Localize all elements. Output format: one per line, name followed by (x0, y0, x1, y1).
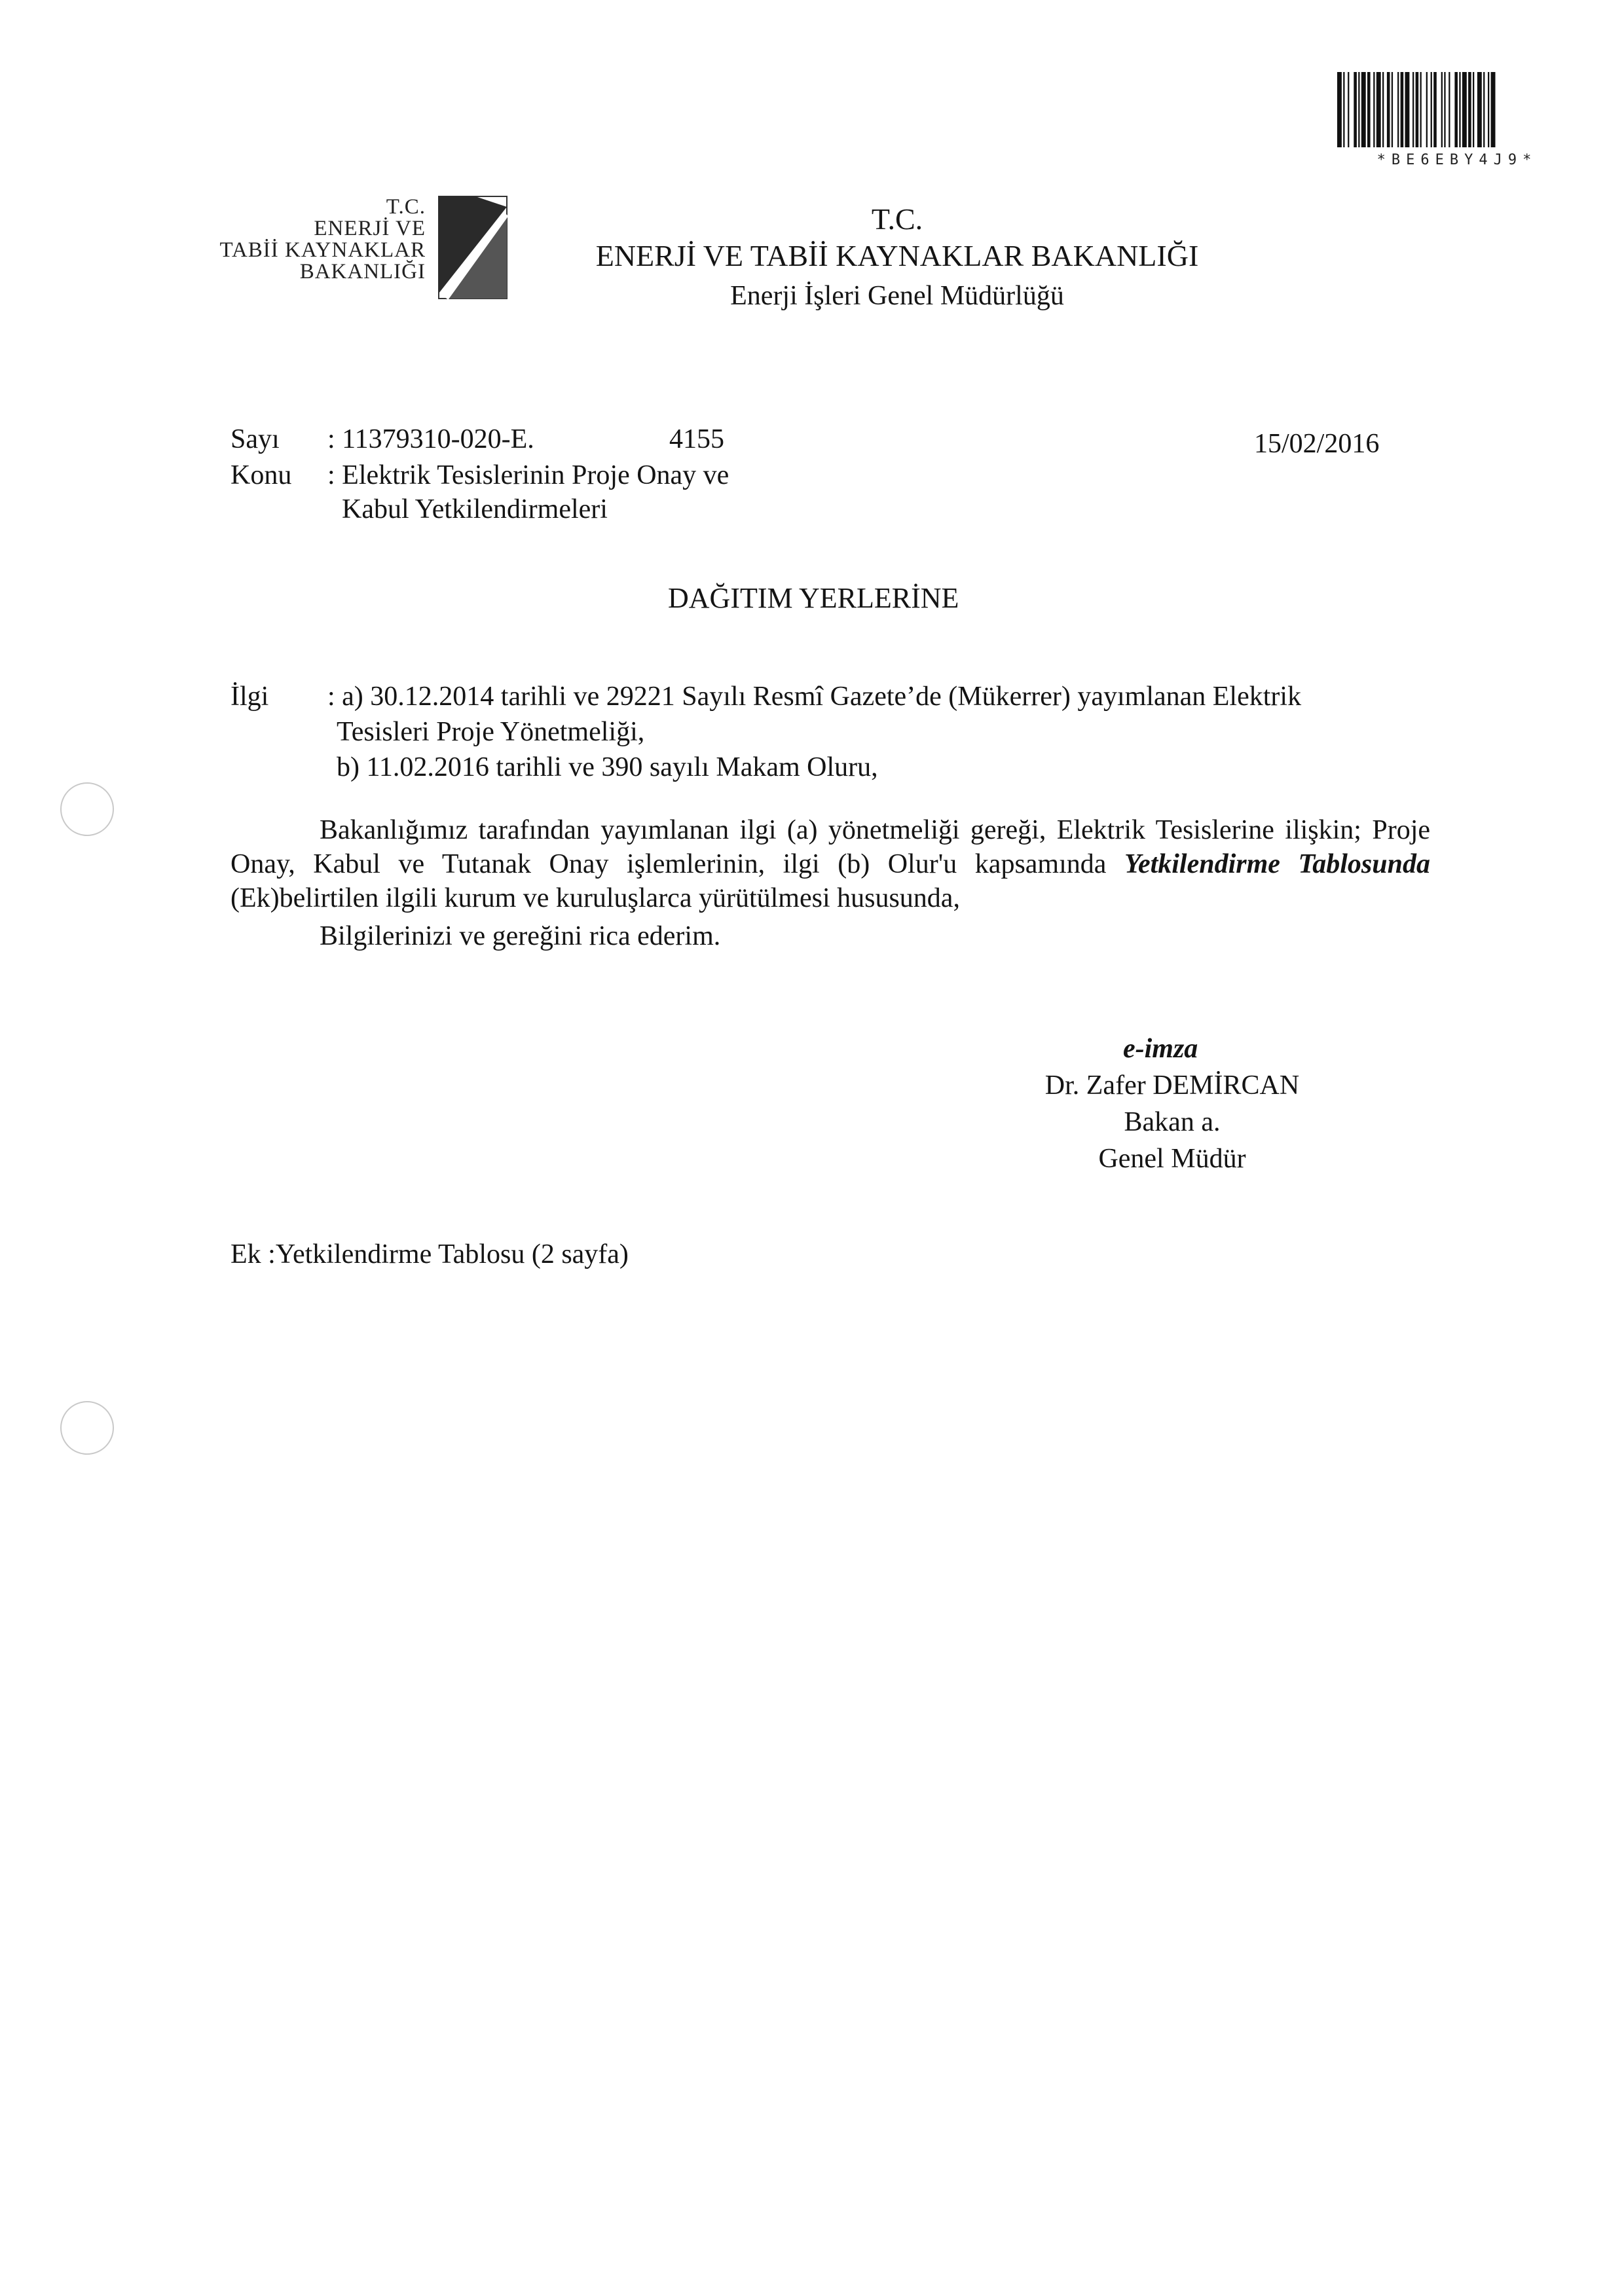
body-text-end: (Ek)belirtilen ilgili kurum ve kuruluşlarca yürütülmesi hususunda, (231, 883, 960, 913)
barcode-bar (1387, 72, 1390, 147)
barcode-bar (1376, 72, 1381, 147)
logo-line: BAKANLIĞI (299, 260, 426, 283)
sayi-number: 4155 (669, 424, 724, 454)
barcode-bar (1405, 72, 1410, 147)
document-date: 15/02/2016 (1254, 429, 1380, 459)
header-tc: T.C. (871, 202, 923, 236)
barcode-bar (1449, 72, 1450, 147)
signatory-title: Bakan a. (1124, 1107, 1221, 1137)
barcode-bar (1488, 72, 1489, 147)
barcode-bar (1433, 72, 1437, 147)
recipient-heading: DAĞITIM YERLERİNE (668, 582, 959, 614)
sayi-value: : 11379310-020-E. (327, 424, 534, 454)
logo-line: TABİİ KAYNAKLAR (219, 238, 426, 262)
barcode-bar (1416, 72, 1419, 147)
header-ministry: ENERJİ VE TABİİ KAYNAKLAR BAKANLIĞI (595, 239, 1199, 272)
barcode-bar (1477, 72, 1482, 147)
konu-value (327, 458, 851, 526)
barcode-bar (1431, 72, 1432, 147)
barcode-bar (1354, 72, 1357, 147)
closing-line: Bilgilerinizi ve gereğini rica ederim. (320, 921, 721, 951)
konu-label: Konu (231, 460, 292, 490)
barcode-bar (1462, 72, 1467, 147)
barcode-bar (1361, 72, 1366, 147)
ministry-logo-icon (437, 195, 508, 300)
body-text-start: Bakanlığımız tarafından yayımlanan ilgi (a) yönetmeliği gereği, Elektrik Tesislerine ilişkin; Proje Onay, Kabul ve Tutanak Onay işlemlerinin, ilgi (b) Olur'u kapsamında (231, 815, 1430, 879)
ilgi-label: İlgi (231, 682, 269, 712)
e-signature-mark: e-imza (1123, 1034, 1198, 1064)
barcode-bar (1426, 72, 1428, 147)
signatory-position: Genel Müdür (1098, 1144, 1246, 1174)
sayi-label: Sayı (231, 424, 280, 454)
barcode-bar (1343, 72, 1344, 147)
barcode-bar (1444, 72, 1445, 147)
barcode-bar (1358, 72, 1359, 147)
barcode-bar (1337, 72, 1342, 147)
barcode-bar (1441, 72, 1443, 147)
attachment-note: Ek :Yetkilendirme Tablosu (2 sayfa) (231, 1239, 629, 1269)
barcode-bar (1392, 72, 1393, 147)
header-unit: Enerji İşleri Genel Müdürlüğü (730, 281, 1064, 311)
konu-line: : Elektrik Tesislerinin Proje Onay ve (327, 460, 729, 490)
barcode-label: *BE6EBY4J9* (1376, 152, 1538, 168)
body-paragraph (231, 813, 1430, 915)
barcode-bar (1420, 72, 1422, 147)
punch-hole (60, 1401, 114, 1455)
barcode-bar (1454, 72, 1458, 147)
barcode-bar (1373, 72, 1375, 147)
logo-line: T.C. (386, 195, 426, 219)
barcode-bar (1468, 72, 1471, 147)
signatory-name: Dr. Zafer DEMİRCAN (1044, 1070, 1300, 1101)
body-emphasis: Yetkilendirme Tablosunda (1124, 849, 1430, 879)
punch-hole (60, 782, 114, 836)
barcode (1336, 72, 1578, 147)
barcode-bar (1483, 72, 1485, 147)
konu-line: Kabul Yetkilendirmeleri (342, 494, 608, 524)
barcode-bar (1412, 72, 1414, 147)
barcode-bar (1348, 72, 1349, 147)
ilgi-item-b: b) 11.02.2016 tarihli ve 390 sayılı Makam Oluru, (337, 752, 878, 782)
barcode-bar (1491, 72, 1496, 147)
ilgi-item-a: : a) 30.12.2014 tarihli ve 29221 Sayılı Resmî Gazete’de (Mükerrer) yayımlanan Elektrik (327, 682, 1302, 712)
barcode-bar (1459, 72, 1460, 147)
barcode-bar (1382, 72, 1384, 147)
ilgi-item-a-continued: Tesisleri Proje Yönetmeliği, (337, 717, 645, 747)
barcode-bar (1367, 72, 1371, 147)
ministry-logo-text (177, 196, 426, 283)
barcode-bar (1401, 72, 1404, 147)
barcode-bar (1397, 72, 1399, 147)
logo-line: ENERJİ VE (314, 217, 426, 240)
barcode-bar (1473, 72, 1474, 147)
